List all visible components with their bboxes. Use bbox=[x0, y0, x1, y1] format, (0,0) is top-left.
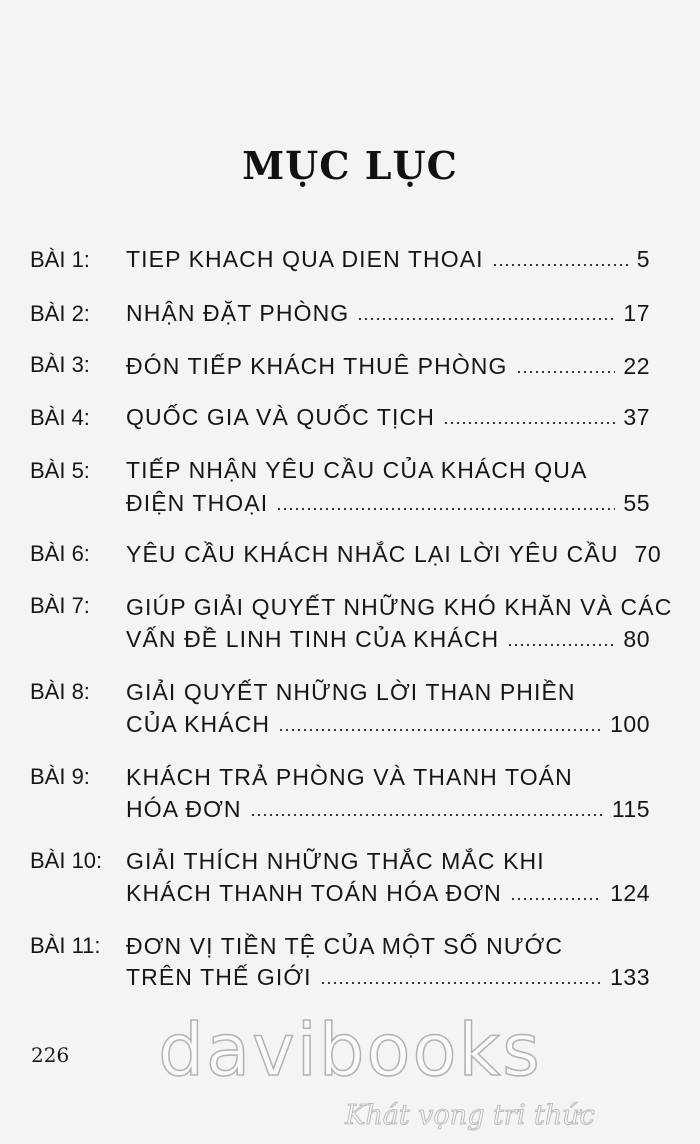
lesson-label: BÀI 6: bbox=[30, 541, 90, 566]
page-ref: 115 bbox=[611, 796, 650, 822]
dot-leader bbox=[276, 507, 615, 511]
lesson-label: BÀI 3: bbox=[30, 352, 90, 377]
watermark-logo: davibooks bbox=[158, 1008, 542, 1092]
entry-title-continued: VẤN ĐỀ LINH TINH CỦA KHÁCH bbox=[126, 626, 500, 652]
entry-line-1 bbox=[126, 848, 650, 875]
dot-leader bbox=[510, 897, 602, 901]
entry-title-continued: HÓA ĐƠN bbox=[126, 796, 242, 822]
entry-title: GIẢI QUYẾT NHỮNG LỜI THAN PHIỀN bbox=[126, 679, 576, 705]
watermark-tagline: Khát vọng tri thức bbox=[345, 1100, 595, 1131]
entry-line-1 bbox=[126, 679, 650, 706]
entry-title: GIÚP GIẢI QUYẾT NHỮNG KHÓ KHĂN VÀ CÁC bbox=[126, 594, 673, 620]
entry-line-2 bbox=[126, 626, 650, 653]
lesson-label: BÀI 1: bbox=[30, 247, 90, 272]
entry-title: TIẾP NHẬN YÊU CẦU CỦA KHÁCH QUA bbox=[126, 457, 588, 483]
dot-leader bbox=[492, 263, 629, 267]
page-ref: 22 bbox=[623, 353, 650, 379]
entry-title: ĐƠN VỊ TIỀN TỆ CỦA MỘT SỐ NƯỚC bbox=[126, 933, 564, 959]
entry-line-1 bbox=[126, 457, 650, 484]
page-ref: 70 bbox=[634, 541, 662, 567]
entry-title: ĐÓN TIẾP KHÁCH THUÊ PHÒNG bbox=[126, 353, 508, 379]
page-ref: 124 bbox=[610, 880, 650, 906]
entry-line bbox=[126, 300, 650, 327]
page-ref: 100 bbox=[610, 711, 650, 737]
dot-leader bbox=[278, 728, 602, 732]
lesson-label: BÀI 2: bbox=[30, 301, 90, 326]
page-ref: 55 bbox=[623, 490, 650, 516]
entry-line bbox=[126, 246, 650, 273]
dot-leader bbox=[320, 981, 602, 985]
dot-leader bbox=[516, 370, 616, 374]
page-ref: 5 bbox=[636, 246, 650, 272]
lesson-label: BÀI 11: bbox=[30, 933, 101, 958]
entry-line-2 bbox=[126, 880, 650, 907]
entry-title: QUỐC GIA VÀ QUỐC TỊCH bbox=[126, 404, 435, 430]
dot-leader bbox=[507, 643, 615, 647]
entry-title: KHÁCH TRẢ PHÒNG VÀ THANH TOÁN bbox=[126, 764, 573, 790]
entry-title-continued: CỦA KHÁCH bbox=[126, 711, 271, 737]
entry-line-1 bbox=[126, 594, 673, 621]
dot-leader bbox=[443, 421, 615, 425]
lesson-label: BÀI 9: bbox=[30, 764, 90, 789]
entry-line-2 bbox=[126, 964, 650, 991]
entry-title-continued: ĐIỆN THOẠI bbox=[126, 490, 269, 516]
lesson-label: BÀI 4: bbox=[30, 405, 90, 430]
page-ref: 17 bbox=[623, 300, 650, 326]
entry-title-continued: KHÁCH THANH TOÁN HÓA ĐƠN bbox=[126, 880, 502, 906]
page-title: MỤC LỤC bbox=[242, 143, 458, 188]
entry-line-1 bbox=[126, 933, 650, 960]
lesson-label: BÀI 5: bbox=[30, 458, 90, 483]
entry-title-continued: TRÊN THẾ GIỚI bbox=[126, 964, 312, 990]
lesson-label: BÀI 7: bbox=[30, 593, 90, 618]
page-ref: 37 bbox=[623, 404, 650, 430]
lesson-label: BÀI 8: bbox=[30, 679, 90, 704]
dot-leader bbox=[357, 317, 615, 321]
entry-line-2 bbox=[126, 711, 650, 738]
dot-leader bbox=[250, 813, 604, 817]
page-ref: 80 bbox=[623, 626, 650, 652]
entry-title: TIEP KHACH QUA DIEN THOAI bbox=[126, 246, 484, 272]
entry-title: YÊU CẦU KHÁCH NHẮC LẠI LỜI YÊU CẦU bbox=[126, 541, 619, 567]
entry-line bbox=[126, 541, 662, 568]
entry-line bbox=[126, 404, 650, 431]
lesson-label: BÀI 10: bbox=[30, 848, 103, 873]
page-ref: 133 bbox=[610, 964, 650, 990]
entry-line-1 bbox=[126, 764, 650, 791]
entry-line-2 bbox=[126, 490, 650, 517]
entry-title: GIẢI THÍCH NHỮNG THẮC MẮC KHI bbox=[126, 848, 545, 874]
entry-line bbox=[126, 353, 650, 380]
entry-title: NHẬN ĐẶT PHÒNG bbox=[126, 300, 350, 326]
entry-line-2 bbox=[126, 796, 650, 823]
page-number: 226 bbox=[31, 1043, 70, 1067]
